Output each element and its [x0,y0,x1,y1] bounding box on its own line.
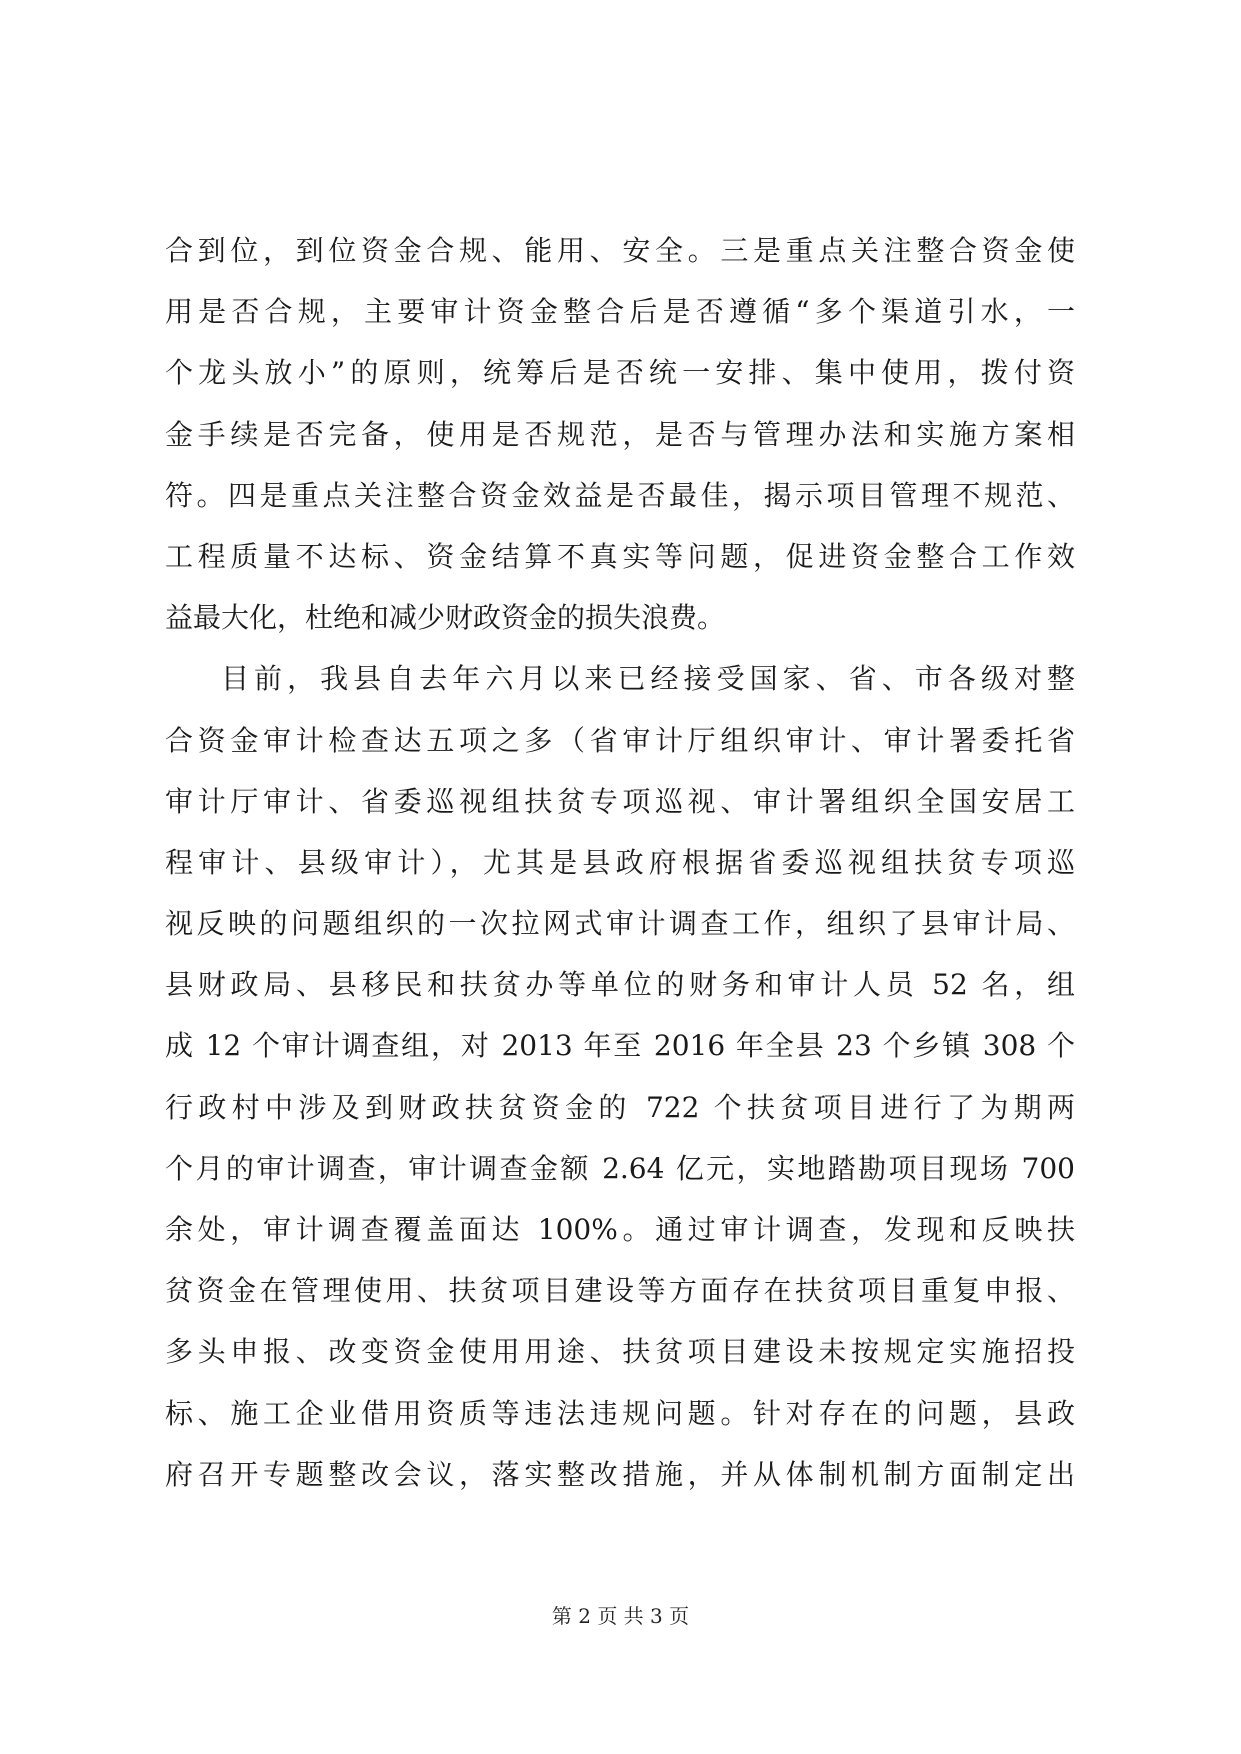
text-line: 合到位，到位资金合规、能用、安全。三是重点关注整合资金使 [165,234,1075,267]
text-line: 府召开专题整改会议，落实整改措施，并从体制机制方面制定出 [165,1457,1075,1491]
text-line: 视反映的问题组织的一次拉网式审计调查工作，组织了县审计局、 [165,907,1075,941]
text-line: 县财政局、县移民和扶贫办等单位的财务和审计人员 52 名，组 [165,968,1075,1002]
page-footer [0,1600,1241,1629]
text-line: 目前，我县自去年六月以来已经接受国家、省、市各级对整 [221,662,1075,696]
text-line: 合资金审计检查达五项之多（省审计厅组织审计、审计署委托省 [165,723,1075,757]
text-line: 益最大化，杜绝和减少财政资金的损失浪费。 [165,601,726,635]
page-number-label: 第 2 页 共 3 页 [551,1604,690,1628]
text-line: 成 12 个审计调查组，对 2013 年至 2016 年全县 23 个乡镇 308 个 [165,1029,1075,1063]
text-line: 贫资金在管理使用、扶贫项目建设等方面存在扶贫项目重复申报、 [165,1274,1075,1308]
text-line: 用是否合规，主要审计资金整合后是否遵循“多个渠道引水，一 [165,295,1075,329]
text-line: 余处，审计调查覆盖面达 100%。通过审计调查，发现和反映扶 [165,1213,1075,1246]
text-line: 行政村中涉及到财政扶贫资金的 722 个扶贫项目进行了为期两 [165,1090,1075,1124]
text-line: 符。四是重点关注整合资金效益是否最佳，揭示项目管理不规范、 [165,478,1075,512]
text-line: 金手续是否完备，使用是否规范，是否与管理办法和实施方案相 [165,417,1075,451]
text-line: 标、施工企业借用资质等违法违规问题。针对存在的问题，县政 [165,1396,1075,1430]
text-line: 工程质量不达标、资金结算不真实等问题，促进资金整合工作效 [165,539,1075,573]
text-line: 审计厅审计、省委巡视组扶贫专项巡视、审计署组织全国安居工 [165,784,1075,818]
body-text [165,220,1075,1505]
text-line: 个月的审计调查，审计调查金额 2.64 亿元，实地踏勘项目现场 700 [165,1151,1075,1185]
text-line: 多头申报、改变资金使用用途、扶贫项目建设未按规定实施招投 [165,1335,1075,1369]
text-line: 个龙头放小”的原则，统筹后是否统一安排、集中使用，拨付资 [165,356,1075,390]
text-line: 程审计、县级审计），尤其是县政府根据省委巡视组扶贫专项巡 [165,845,1075,879]
